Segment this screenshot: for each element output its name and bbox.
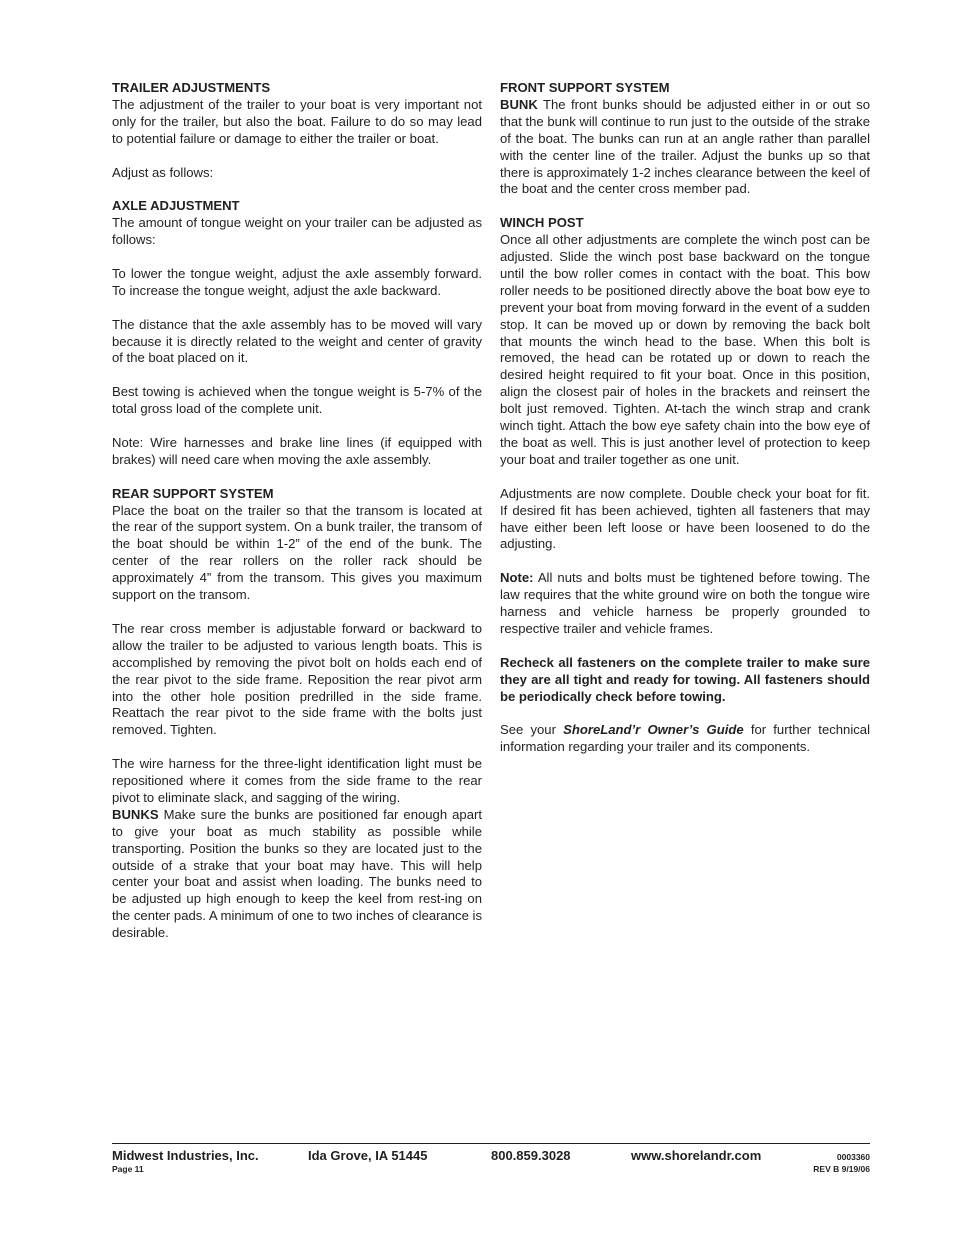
left-column	[112, 80, 482, 959]
axle-paragraph-1: The amount of tongue weight on your trailer can be adjusted as follows:	[112, 215, 482, 248]
axle-note-paragraph: Note: Wire harnesses and brake line lines (if equipped with brakes) will need care when moving the axle assembly.	[112, 434, 482, 467]
rear-support-heading: REAR SUPPORT SYSTEM	[112, 485, 274, 501]
see-guide-post: for further technical information regarding your trailer and its components.	[500, 722, 870, 755]
bunk-label: BUNK	[500, 96, 538, 112]
wire-harness-paragraph: The wire harness for the three-light identification light must be repositioned where it comes from the side frame to the rear pivot to eliminate slack, and sagging of the wiring.	[112, 756, 482, 805]
footer-revision: REV B 9/19/06	[813, 1164, 870, 1174]
axle-paragraph-3: The distance that the axle assembly has to be moved will vary because it is directly related to the weight and center of gravity of the boat placed on it.	[112, 316, 482, 366]
winch-post-heading: WINCH POST	[500, 215, 584, 231]
right-column	[500, 80, 870, 773]
note-paragraph	[500, 570, 870, 638]
recheck-paragraph: Recheck all fasteners on the complete trailer to make sure they are all tight and ready for towing. All fasteners should be periodically check before towing.	[500, 654, 870, 704]
axle-adjustment-heading: AXLE ADJUSTMENT	[112, 198, 240, 214]
owners-guide-title: ShoreLand’r Owner’s Guide	[563, 722, 744, 738]
adjust-as-follows-text: Adjust as follows:	[112, 164, 214, 180]
footer-company: Midwest Industries, Inc.	[112, 1148, 259, 1163]
bunks-paragraph	[112, 807, 482, 942]
note-label: Note:	[500, 570, 534, 586]
adjustments-complete-paragraph: Adjustments are now complete. Double check your boat for fit. If desired fit has been achieved, tighten all fasteners that may have either been left loose or have been loosened to do the adjusting.	[500, 485, 870, 552]
winch-post-paragraph: Once all other adjustments are complete the winch post can be adjusted. Slide the winch post base backward on the tongue until the bow roller comes in contact with the boat. This bow roller needs to be positioned directly above the boat bow eye to prevent your boat from moving forward in the event of a sudden stop. It can be moved up or down by removing the back bolt that mounts the winch head to the base. When this bolt is removed, the head can be rotated up or down to reach the desired height required to fit your boat. Once in this position, align the closest pair of holes in the brackets and reinsert the bolt just removed. Tighten. At-tach the winch strap and crank winch tight. Attach the bow eye safety chain into the bow eye of the boat as well. This is just another level of protection to keep your boat and trailer together as one unit.	[500, 232, 870, 467]
see-guide-pre: See your	[500, 722, 564, 738]
footer-doc-number: 0003360	[836, 1152, 870, 1162]
footer-website: www.shorelandr.com	[631, 1148, 762, 1163]
rear-support-paragraph-1: Place the boat on the trailer so that the transom is located at the rear of the support system. On a bunk trailer, the transom of the boat should be within 1-2” of the end of the bunk. The center of the rear rollers on the roller rack should be approximately 4” from the transom. This gives you maximum support on the transom.	[112, 502, 482, 603]
axle-paragraph-2: To lower the tongue weight, adjust the axle assembly forward. To increase the tongue weight, adjust the axle backward.	[112, 265, 482, 298]
note-text: All nuts and bolts must be tightened before towing. The law requires that the white ground wire on both the tongue wire harness and vehicle harness be properly grounded to respective trailer and vehicle frames.	[500, 570, 870, 636]
bunk-text: The front bunks should be adjusted either in or out so that the bunk will continue to run just to the outside of the strake of the boat. The bunks can run at an angle rather than parallel with the center line of the trailer. Adjust the bunks up so that there is approximately 1-2 inches clearance between the keel of the boat and the center cross member pad.	[500, 96, 870, 197]
front-bunk-paragraph	[500, 97, 870, 198]
footer-phone: 800.859.3028	[491, 1148, 571, 1163]
footer-page-number: Page 11	[112, 1164, 144, 1174]
bunks-label: BUNKS	[112, 806, 159, 822]
bunks-text: Make sure the bunks are positioned far enough apart to give your boat as much stability as possible while transporting. Position the bunks so they are located just to the outside of a strake that your boat may have. This will help center your boat and assist when loading. The bunks need to be adjusted up high enough to keep the keel from rest-ing on the center pads. A minimum of one to two inches of clearance is desirable.	[112, 806, 482, 941]
section-title-trailer-adjustments: TRAILER ADJUSTMENTS	[112, 80, 271, 95]
rear-support-paragraph-2: The rear cross member is adjustable forward or backward to allow the trailer to be adjusted to various length boats. This is accomplished by removing the pivot bolt on holds each end of the rear pivot to the side frame. Reposition the rear pivot arm into the other hole position predrilled in the side frame. Reattach the rear pivot to the side frame with the bolts just removed. Tighten.	[112, 620, 482, 738]
footer-location: Ida Grove, IA 51445	[308, 1148, 428, 1163]
page-footer	[112, 1143, 870, 1174]
front-support-heading: FRONT SUPPORT SYSTEM	[500, 80, 670, 95]
intro-paragraph: The adjustment of the trailer to your boat is very important not only for the trailer, but also the boat. Failure to do so may lead to potential failure or damage to either the trailer or boat.	[112, 96, 482, 146]
axle-paragraph-4: Best towing is achieved when the tongue weight is 5-7% of the total gross load of the complete unit.	[112, 384, 482, 417]
see-guide-paragraph	[500, 722, 870, 756]
